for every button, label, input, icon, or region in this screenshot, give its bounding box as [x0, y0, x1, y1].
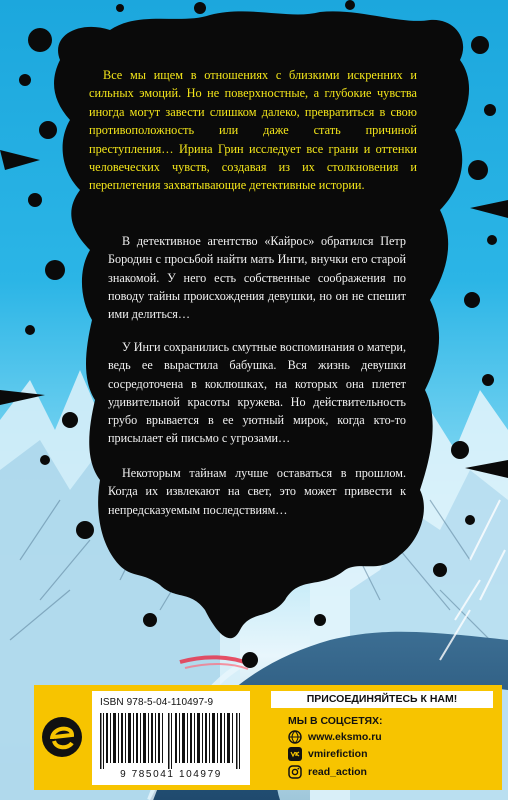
intro-text: Все мы ищем в отношениях с близкими искренних и сильных эмоций. Но не поверхностные, а глубокие чувства иногда могут завести слишком далеко, превратиться в свою противоположность или даже стать причиной преступления… Ирина Грин исследует все грани и оттенки человеческих чувств, создавая из их столкновения и переплетения захватывающие детективные истории.: [89, 68, 417, 193]
barcode-block: [92, 691, 250, 785]
join-us-banner: ПРИСОЕДИНЯЙТЕСЬ К НАМ!: [271, 691, 493, 708]
vk-icon: [288, 747, 302, 761]
synopsis-paragraph-3: Некоторым тайнам лучше оставаться в прошлом. Когда их извлекают на свет, это может привести к непредсказуемым последствиям…: [108, 466, 406, 517]
barcode-number: 9 785041 104979: [120, 769, 222, 780]
vk-label: vmirefiction: [308, 748, 368, 760]
instagram-icon: [288, 765, 302, 779]
synopsis-paragraph-2: У Инги сохранились смутные воспоминания о матери, ведь ее вырастила бабушка. Вся жизнь девушки сосредоточена в коклюшках, на которых она плетет удивительной красоты кружева. Но действительность грубо врывается в ее уютный мирок, когда кто-то присылает ей письмо с угрозами…: [108, 340, 406, 446]
eksmo-logo-icon: [40, 705, 84, 769]
instagram-label: read_action: [308, 766, 367, 778]
publisher-panel: [34, 685, 502, 790]
globe-icon: [288, 730, 302, 744]
website-label: www.eksmo.ru: [308, 731, 382, 743]
isbn-label: ISBN 978-5-04-110497-9: [100, 697, 214, 708]
website-link[interactable]: [288, 730, 382, 744]
barcode-image: [100, 713, 242, 769]
instagram-link[interactable]: [288, 765, 367, 779]
social-title: МЫ В СОЦСЕТЯХ:: [288, 715, 383, 727]
vk-link[interactable]: [288, 747, 368, 761]
synopsis-paragraph-1: В детективное агентство «Кайрос» обратился Петр Бородин с просьбой найти мать Инги, внучки его старой знакомой. У него есть собственные соображения по поводу тайны происхождения девушки, но он не спешит ими делиться…: [108, 234, 406, 322]
